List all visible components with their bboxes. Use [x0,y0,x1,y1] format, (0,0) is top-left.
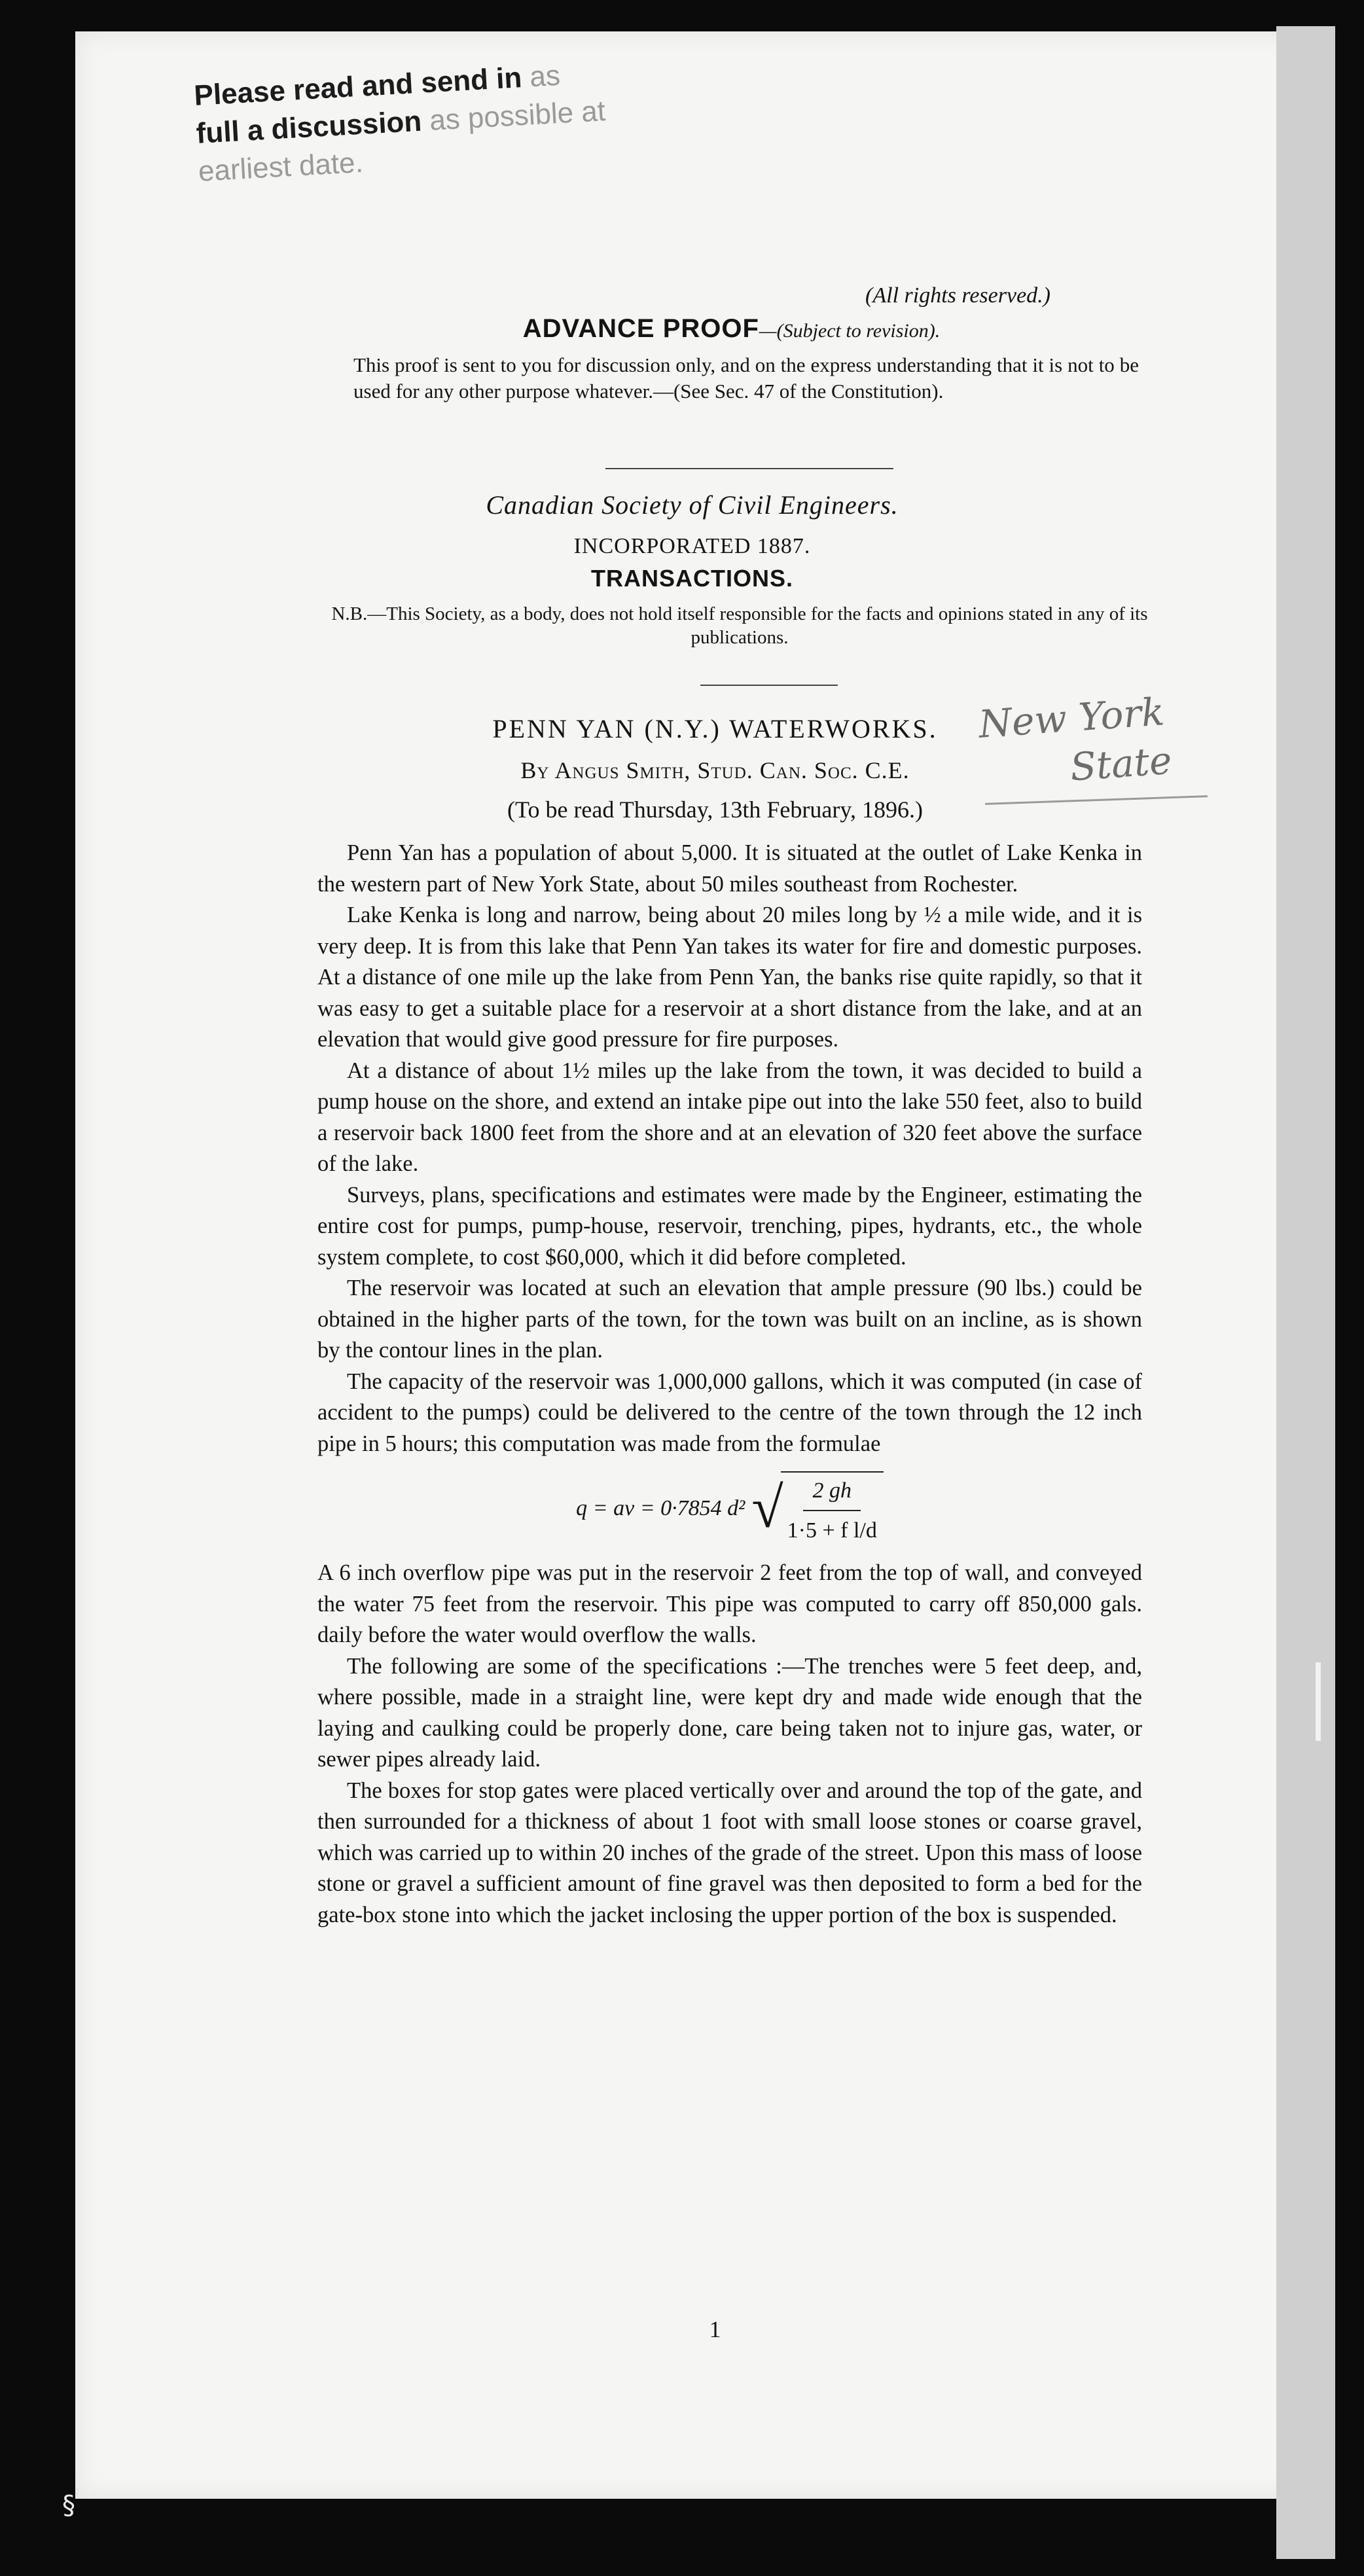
square-root [751,1471,884,1547]
scan-edge-highlight [1316,1662,1321,1741]
society-name: Canadian Society of Civil Engineers. [486,490,899,520]
paragraph: The boxes for stop gates were placed vertically over and around the top of the gate, and then surrounded for a thickness of about 1 foot with small loose stones or coarse gravel, which was carried up to within 20 inches of the grade of the street. Upon this mass of loose stone or gravel a sufficient amount of fine gravel was then deposited to form a bed for the gate-box stone into which the jacket inclosing the upper portion of the box is suspended. [317,1778,1142,1927]
radical-sign: √ [751,1476,783,1540]
formula-fraction [781,1471,884,1547]
scan-edge [1276,26,1335,2559]
handwritten-line-1: New York [977,689,1166,747]
formula-numerator: 2 gh [803,1475,861,1512]
formula-denominator: 1·5 + f l/d [787,1518,877,1543]
proof-notice: This proof is sent to you for discussion only, and on the express understanding that it is not to be used for any other purpose whatever.—(See Sec. 47 of the Constitution). [353,353,1139,402]
reading-date: (To be read Thursday, 13th February, 1896.) [507,796,923,823]
scan-mark: § [62,2490,75,2520]
handwritten-annotation [965,689,1240,820]
proof-subtitle: —(Subject to revision). [759,320,941,342]
formula-lhs: q = av = 0·7854 d² [576,1496,745,1521]
stamp-line-2: full a discussion as possible at [195,94,607,150]
divider [700,685,838,686]
rights-reserved-note: (All rights reserved.) [865,283,1050,308]
paragraph: The capacity of the reservoir was 1,000,000 gallons, which it was computed (in case of accident to the pumps) could be delivered to the centre of the town through the 12 inch pipe in 5 hours; this computation was made from the formulae [317,1368,1142,1456]
handwritten-underline [985,795,1208,805]
paragraph: Lake Kenka is long and narrow, being about 20 miles long by ½ a mile wide, and it is very deep. It is from this lake that Penn Yan takes its water for fire and domestic purposes. At a distance of one mile up the lake from Penn Yan, the banks rise quite rapidly, so that it was easy to get a suitable place for a reservoir at a short distance from the lake, and at an elevation that would give good pressure for fire purposes. [317,903,1142,1052]
stamp-line-1: Please read and send in as [193,59,562,112]
stamp-line-3: earliest date. [197,146,364,188]
article-body [317,838,1142,1931]
article-title: PENN YAN (N.Y.) WATERWORKS. [492,714,938,743]
transactions-heading: TRANSACTIONS. [591,565,793,592]
paragraph: The reservoir was located at such an elevation that ample pressure (90 lbs.) could be obtained in the higher parts of the town, for the town was built on an incline, as is shown by the contour lines in the plan. [317,1276,1142,1363]
request-stamp [193,48,722,190]
paragraph: Penn Yan has a population of about 5,000. It is situated at the outlet of Lake Kenka in the western part of New York State, about 50 miles southeast from Rochester. [317,840,1142,897]
advance-proof-heading [75,314,1309,344]
divider [605,468,893,469]
page-number: 1 [709,2316,721,2342]
proof-title: ADVANCE PROOF [522,314,759,343]
paragraph: Surveys, plans, specifications and estimates were made by the Engineer, estimating the entire cost for pumps, pump-house, reservoir, trenching, pipes, hydrants, etc., the whole system complete, to cost $60,000, which it did before completed. [317,1182,1142,1270]
paragraph: A 6 inch overflow pipe was put in the reservoir 2 feet from the top of wall, and conveyed the water 75 feet from the reservoir. This pipe was computed to carry off 850,000 gals. daily before the water would overflow the walls. [317,1560,1142,1647]
flow-formula [317,1459,1142,1558]
disclaimer-note: N.B.—This Society, as a body, does not hold itself responsible for the facts and opinions stated in any of its publications. [331,603,1148,648]
document-page [75,31,1309,2499]
paragraph: At a distance of about 1½ miles up the lake from the town, it was decided to build a pump house on the shore, and extend an intake pipe out into the lake 550 feet, also to build a reservoir back 1800 feet from the shore and at an elevation of 320 feet above the surface of the lake. [317,1058,1142,1176]
paragraph: The following are some of the specifications :—The trenches were 5 feet deep, and, where possible, made in a straight line, were kept dry and made wide enough that the laying and caulking could be properly done, care being taken not to injure gas, water, or sewer pipes already laid. [317,1653,1142,1772]
handwritten-line-2: State [1068,738,1174,790]
incorporated-line: INCORPORATED 1887. [573,534,811,558]
article-byline: By Angus Smith, Stud. Can. Soc. C.E. [520,757,910,783]
